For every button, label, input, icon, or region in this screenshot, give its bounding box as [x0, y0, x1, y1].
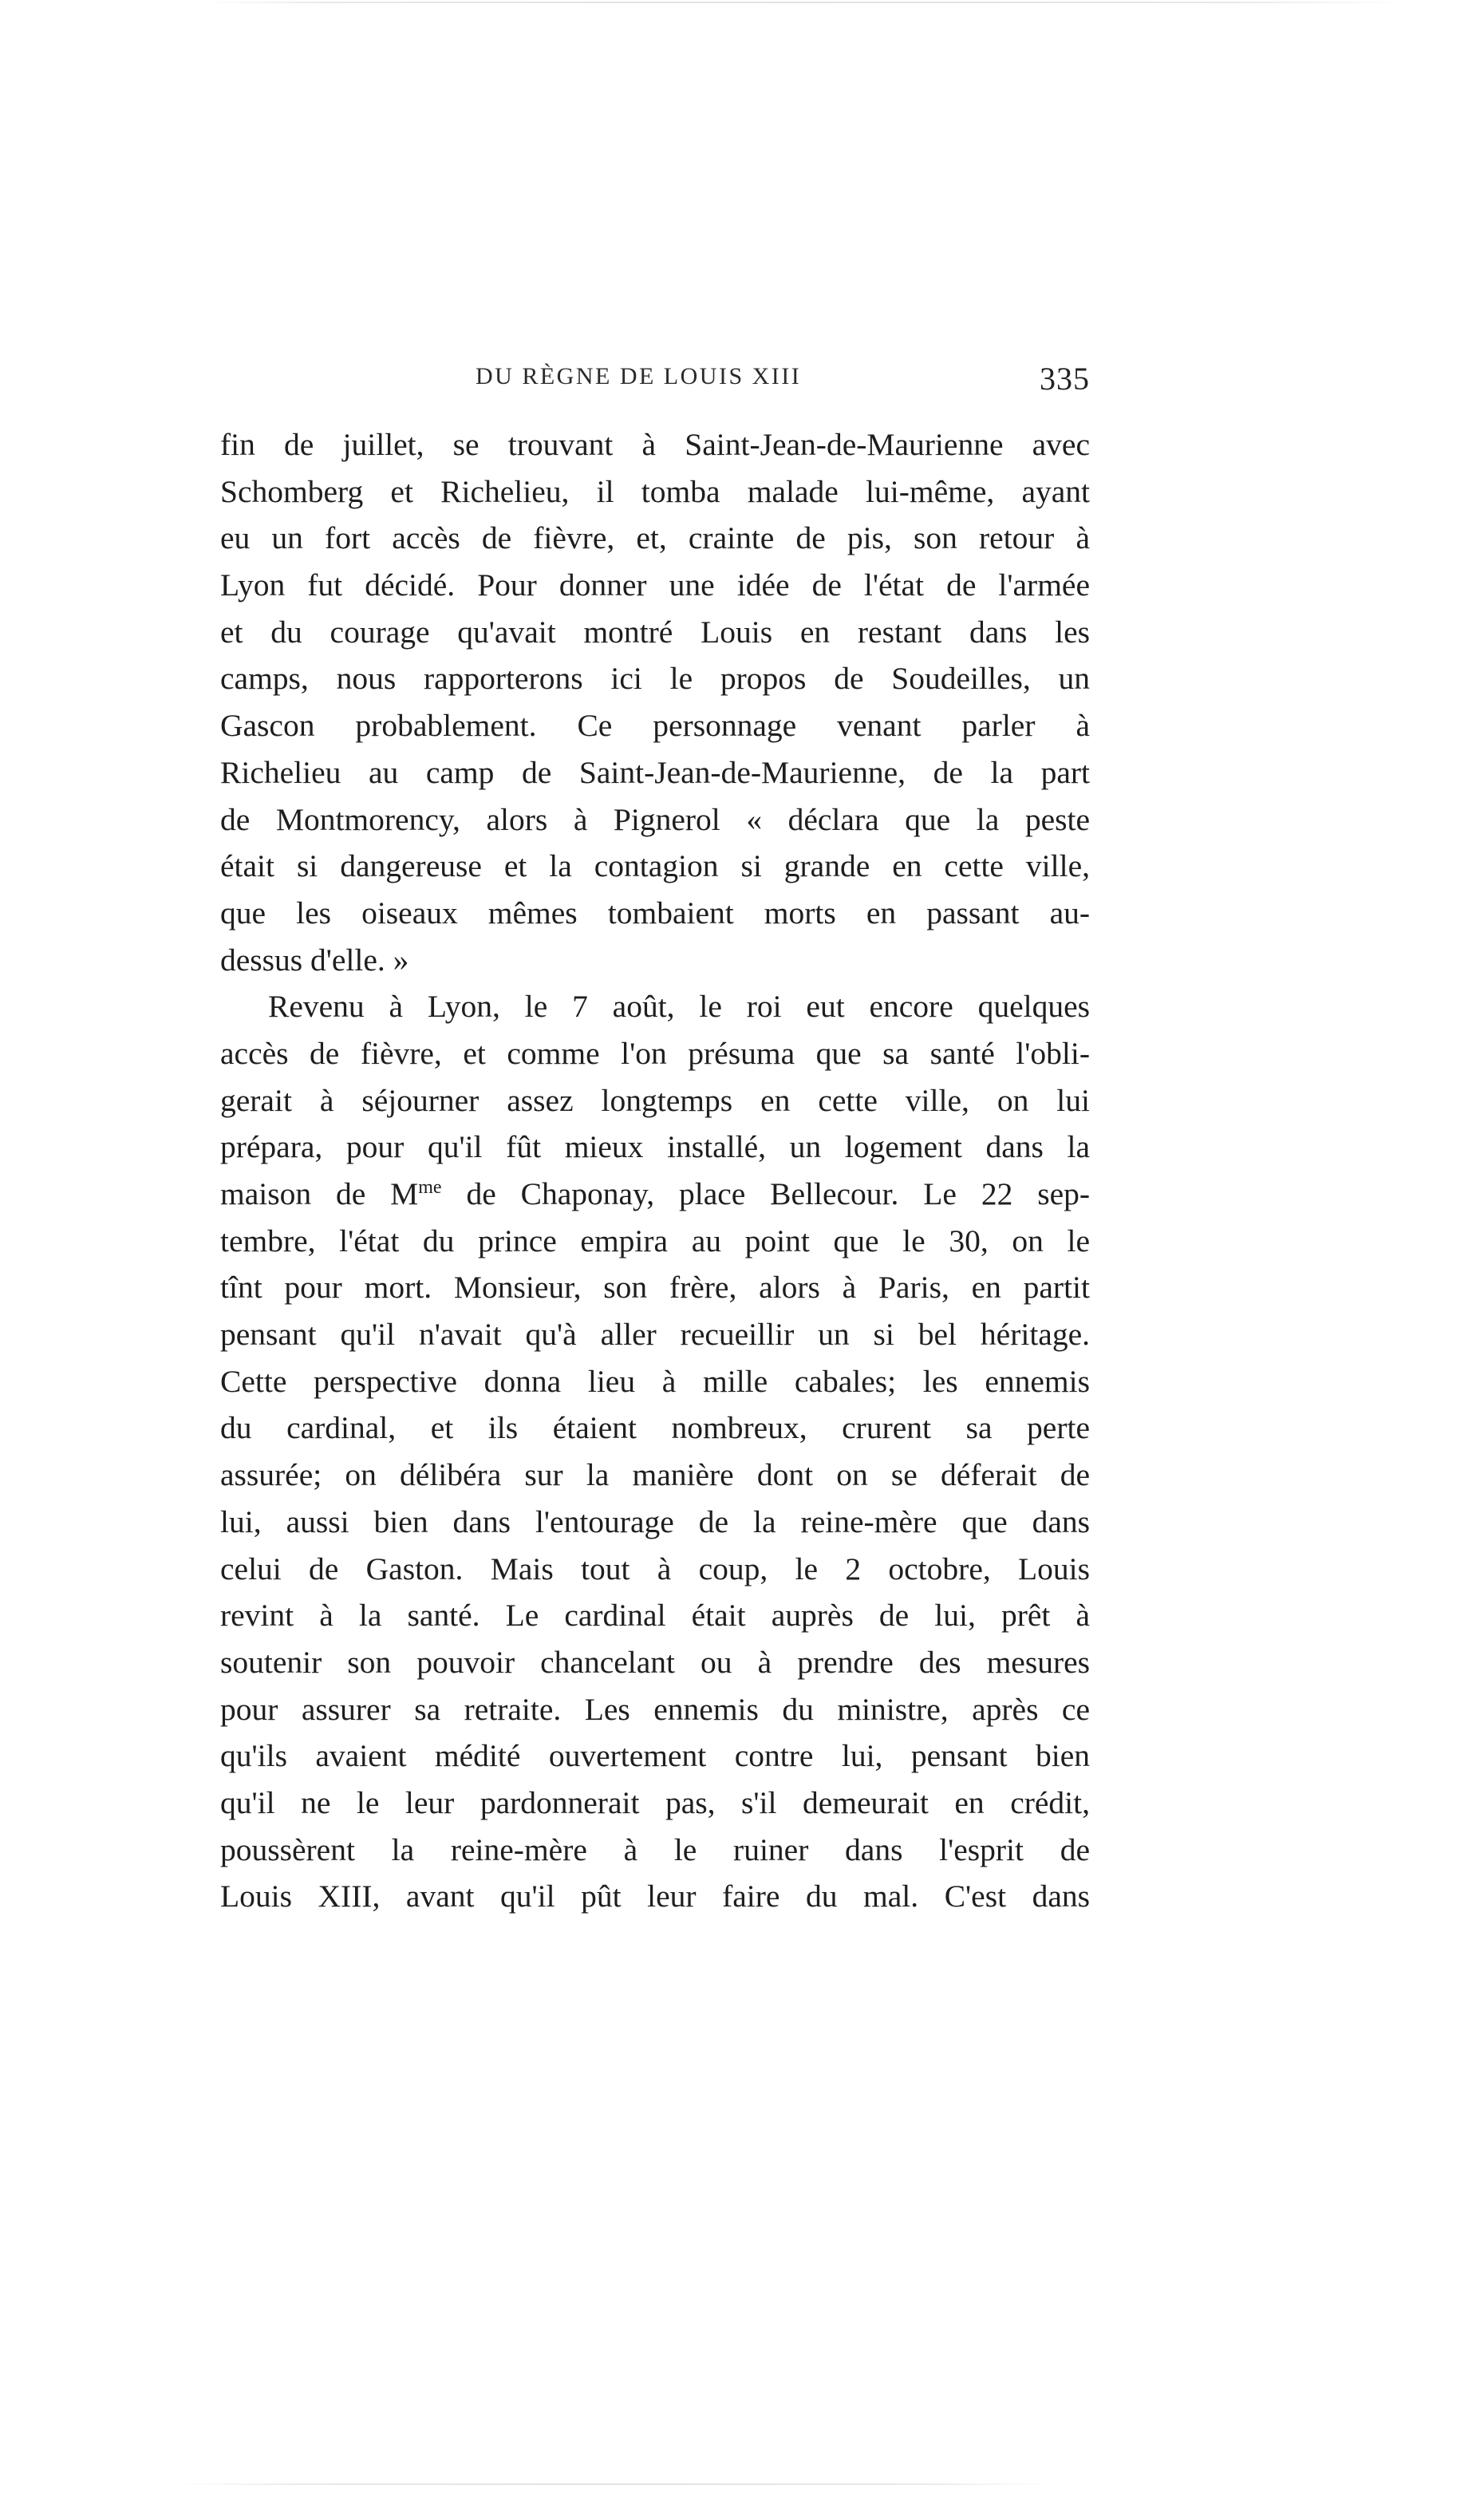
- abbreviation-superscript: me: [418, 1177, 442, 1198]
- scan-edge-top: [207, 2, 1404, 3]
- text-line: du cardinal, et ils étaient nombreux, crurent sa perte: [220, 1410, 1090, 1446]
- text-line: [220, 1171, 1090, 1218]
- text-line: était si dangereuse et la contagion si grande en cette ville,: [220, 848, 1090, 884]
- text-line: pensant qu'il n'avait qu'à aller recueillir un si bel héritage.: [220, 1317, 1090, 1353]
- text-line: soutenir son pouvoir chancelant ou à prendre des mesures: [220, 1644, 1090, 1680]
- text-line: gerait à séjourner assez longtemps en cette ville, on lui: [220, 1082, 1090, 1118]
- text-line: qu'il ne le leur pardonnerait pas, s'il demeurait en crédit,: [220, 1784, 1090, 1820]
- text-line: qu'ils avaient médité ouvertement contre lui, pensant bien: [220, 1738, 1090, 1774]
- body-text: [220, 421, 1090, 1920]
- text-line: camps, nous rapporterons ici le propos de Soudeilles, un: [220, 661, 1090, 697]
- text-line: Richelieu au camp de Saint-Jean-de-Maurienne, de la part: [220, 754, 1090, 790]
- text-line: dessus d'elle. »: [220, 942, 409, 978]
- text-line: lui, aussi bien dans l'entourage de la reine-mère que dans: [220, 1503, 1090, 1539]
- text-line: celui de Gaston. Mais tout à coup, le 2 octobre, Louis: [220, 1551, 1090, 1586]
- text-line: accès de fièvre, et comme l'on présuma que sa santé l'obli-: [220, 1035, 1090, 1071]
- text-line: Cette perspective donna lieu à mille cabales; les ennemis: [220, 1363, 1090, 1399]
- text-line: Gascon probablement. Ce personnage venant parler à: [220, 708, 1090, 744]
- text-line: Lyon fut décidé. Pour donner une idée de l'état de l'armée: [220, 567, 1090, 603]
- page-header: [220, 363, 1090, 411]
- text-line: eu un fort accès de fièvre, et, crainte de pis, son retour à: [220, 520, 1090, 556]
- scan-edge-bottom: [176, 2483, 1053, 2485]
- text-segment: de Chaponay, place Bellecour. Le 22 sep-: [441, 1176, 1090, 1211]
- text-line: assurée; on délibéra sur la manière dont on se déferait de: [220, 1457, 1090, 1493]
- text-line: pour assurer sa retraite. Les ennemis du ministre, après ce: [220, 1691, 1090, 1727]
- text-line: Louis XIII, avant qu'il pût leur faire du mal. C'est dans: [220, 1879, 1090, 1914]
- text-line: de Montmorency, alors à Pignerol « déclara que la peste: [220, 801, 1090, 837]
- text-line: prépara, pour qu'il fût mieux installé, un logement dans la: [220, 1129, 1090, 1165]
- text-line: Schomberg et Richelieu, il tomba malade lui-même, ayant: [220, 473, 1090, 509]
- running-title: DU RÈGNE DE LOUIS XIII: [476, 363, 802, 389]
- text-line: tembre, l'état du prince empira au point que le 30, on le: [220, 1223, 1090, 1258]
- text-line: Revenu à Lyon, le 7 août, le roi eut encore quelques: [268, 989, 1090, 1025]
- text-line: revint à la santé. Le cardinal était auprès de lui, prêt à: [220, 1598, 1090, 1634]
- text-segment: maison de M: [220, 1176, 419, 1211]
- text-line: que les oiseaux mêmes tombaient morts en passant au-: [220, 895, 1090, 930]
- text-line: poussèrent la reine-mère à le ruiner dans l'esprit de: [220, 1831, 1090, 1867]
- page-number: 335: [1040, 361, 1090, 397]
- text-line: tînt pour mort. Monsieur, son frère, alors à Paris, en partit: [220, 1270, 1090, 1306]
- text-line: et du courage qu'avait montré Louis en restant dans les: [220, 614, 1090, 650]
- text-line: fin de juillet, se trouvant à Saint-Jean-de-Maurienne avec: [220, 427, 1090, 462]
